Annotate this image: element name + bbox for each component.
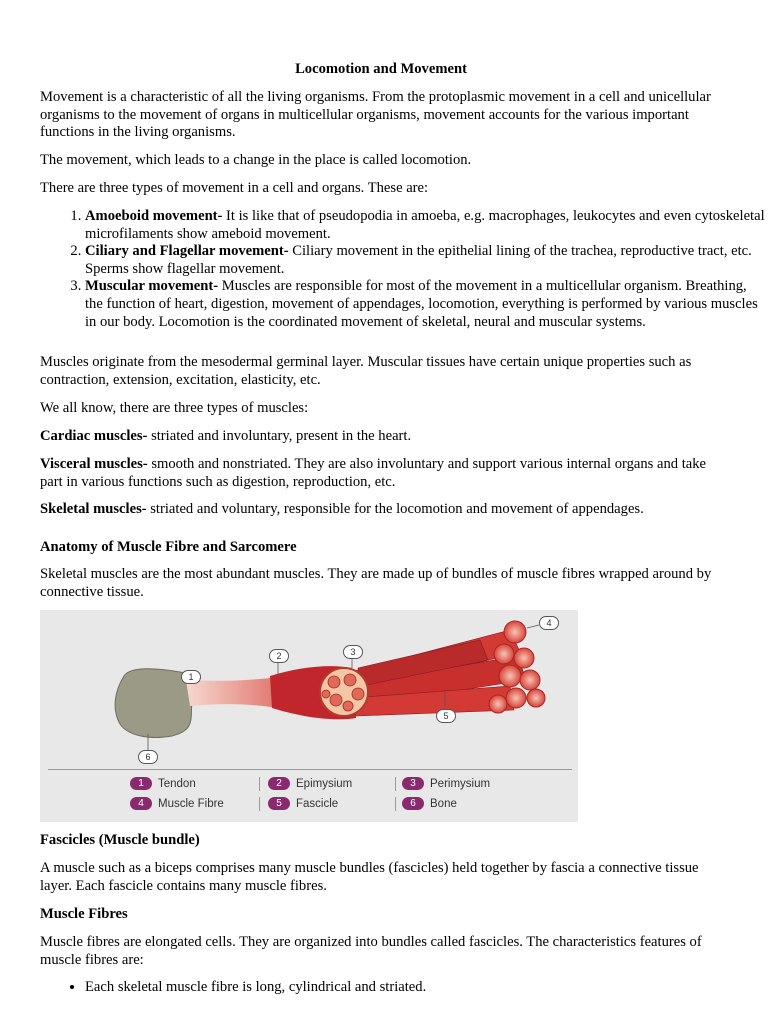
muscle-illustration xyxy=(40,610,578,768)
callout-2: 2 xyxy=(269,649,289,663)
legend-badge: 2 xyxy=(268,777,290,790)
callout-6: 6 xyxy=(138,750,158,764)
skeletal-muscles-paragraph xyxy=(40,501,730,519)
intro-paragraph: Movement is a characteristic of all the living organisms. From the protoplasmic movement in a cell and unicellular organisms to the movement of organs in multicellular organisms, movement accounts for the various important functions in the living organisms. xyxy=(40,89,711,141)
legend-badge: 5 xyxy=(268,797,290,810)
term: Cardiac muscles- xyxy=(40,428,148,444)
callout-5: 5 xyxy=(436,709,456,723)
muscle-fibres-heading: Muscle Fibres xyxy=(40,906,128,922)
muscle-fibres-bullets xyxy=(40,979,765,997)
list-item-term: Ciliary and Flagellar movement- xyxy=(85,243,289,260)
callout-4: 4 xyxy=(539,616,559,630)
legend-label: Tendon xyxy=(158,778,196,790)
legend-label: Perimysium xyxy=(430,778,491,790)
muscle-anatomy-figure xyxy=(40,610,578,822)
legend-separator xyxy=(259,797,260,811)
legend-item-muscle-fibre xyxy=(130,797,224,811)
movement-types-list xyxy=(40,208,765,331)
legend-separator xyxy=(395,797,396,811)
list-item xyxy=(85,243,765,278)
list-item-term: Muscular movement- xyxy=(85,278,219,295)
anatomy-heading: Anatomy of Muscle Fibre and Sarcomere xyxy=(40,539,297,555)
list-item xyxy=(85,278,765,331)
muscle-fibres-paragraph: Muscle fibres are elongated cells. They are organized into bundles called fascicles. The characteristics features of muscle fibres are: xyxy=(40,934,702,968)
anatomy-paragraph: Skeletal muscles are the most abundant muscles. They are made up of bundles of muscle fibres wrapped around by connective tissue. xyxy=(40,566,712,600)
definition: smooth and nonstriated. They are also involuntary and support various internal organs and take part in various functions such as digestion, reproduction, etc. xyxy=(40,456,707,490)
page-title: Locomotion and Movement xyxy=(295,61,467,77)
legend-item-bone xyxy=(402,797,457,811)
muscles-origin-paragraph: Muscles originate from the mesodermal germinal layer. Muscular tissues have certain unique properties such as contraction, extension, excitation, elasticity, etc. xyxy=(40,354,692,388)
definition: striated and voluntary, responsible for the locomotion and movement of appendages. xyxy=(146,501,644,517)
legend-separator xyxy=(395,777,396,791)
legend-item-fascicle xyxy=(268,797,338,811)
legend-badge: 1 xyxy=(130,777,152,790)
visceral-muscles-paragraph xyxy=(40,456,730,491)
callout-3: 3 xyxy=(343,645,363,659)
cardiac-muscles-paragraph xyxy=(40,428,730,446)
legend-badge: 6 xyxy=(402,797,424,810)
list-item-text: Ciliary movement in the epithelial lining of the trachea, reproductive tract, etc. Sperms show flagellar movement. xyxy=(85,243,752,277)
callout-1: 1 xyxy=(181,670,201,684)
legend-separator xyxy=(259,777,260,791)
definition: striated and involuntary, present in the heart. xyxy=(147,428,412,444)
movement-types-intro: There are three types of movement in a cell and organs. These are: xyxy=(40,180,429,196)
legend-label: Muscle Fibre xyxy=(158,798,224,810)
legend-item-epimysium xyxy=(268,777,352,791)
legend-item-perimysium xyxy=(402,777,490,791)
term: Skeletal muscles- xyxy=(40,501,147,517)
legend-badge: 4 xyxy=(130,797,152,810)
legend-item-tendon xyxy=(130,777,196,791)
list-item xyxy=(85,208,765,243)
muscle-types-intro: We all know, there are three types of muscles: xyxy=(40,400,309,416)
legend-divider xyxy=(48,769,572,770)
locomotion-definition: The movement, which leads to a change in the place is called locomotion. xyxy=(40,152,472,168)
legend-label: Fascicle xyxy=(296,798,339,810)
legend-label: Epimysium xyxy=(296,778,353,790)
legend-badge: 3 xyxy=(402,777,424,790)
list-item-text: Muscles are responsible for most of the movement in a multicellular organism. Breathing, the function of heart, digestion, movement of appendages, locomotion, everything is performed by various muscles in our body. Locomotion is the coordinated movement of skeletal, neural and muscular systems. xyxy=(85,278,758,330)
list-item-term: Amoeboid movement- xyxy=(85,208,223,224)
fascicles-heading: Fascicles (Muscle bundle) xyxy=(40,832,200,848)
list-item-text: It is like that of pseudopodia in amoeba, e.g. macrophages, leukocytes and even cytoskeletal microfilaments show ameboid movement. xyxy=(85,208,765,242)
list-item: • Each skeletal muscle fibre is long, cylindrical and striated. xyxy=(85,979,765,997)
fascicles-paragraph: A muscle such as a biceps comprises many muscle bundles (fascicles) held together by fascia a connective tissue layer. Each fascicle contains many muscle fibres. xyxy=(40,860,699,894)
term: Visceral muscles- xyxy=(40,456,148,472)
legend-label: Bone xyxy=(430,798,457,810)
